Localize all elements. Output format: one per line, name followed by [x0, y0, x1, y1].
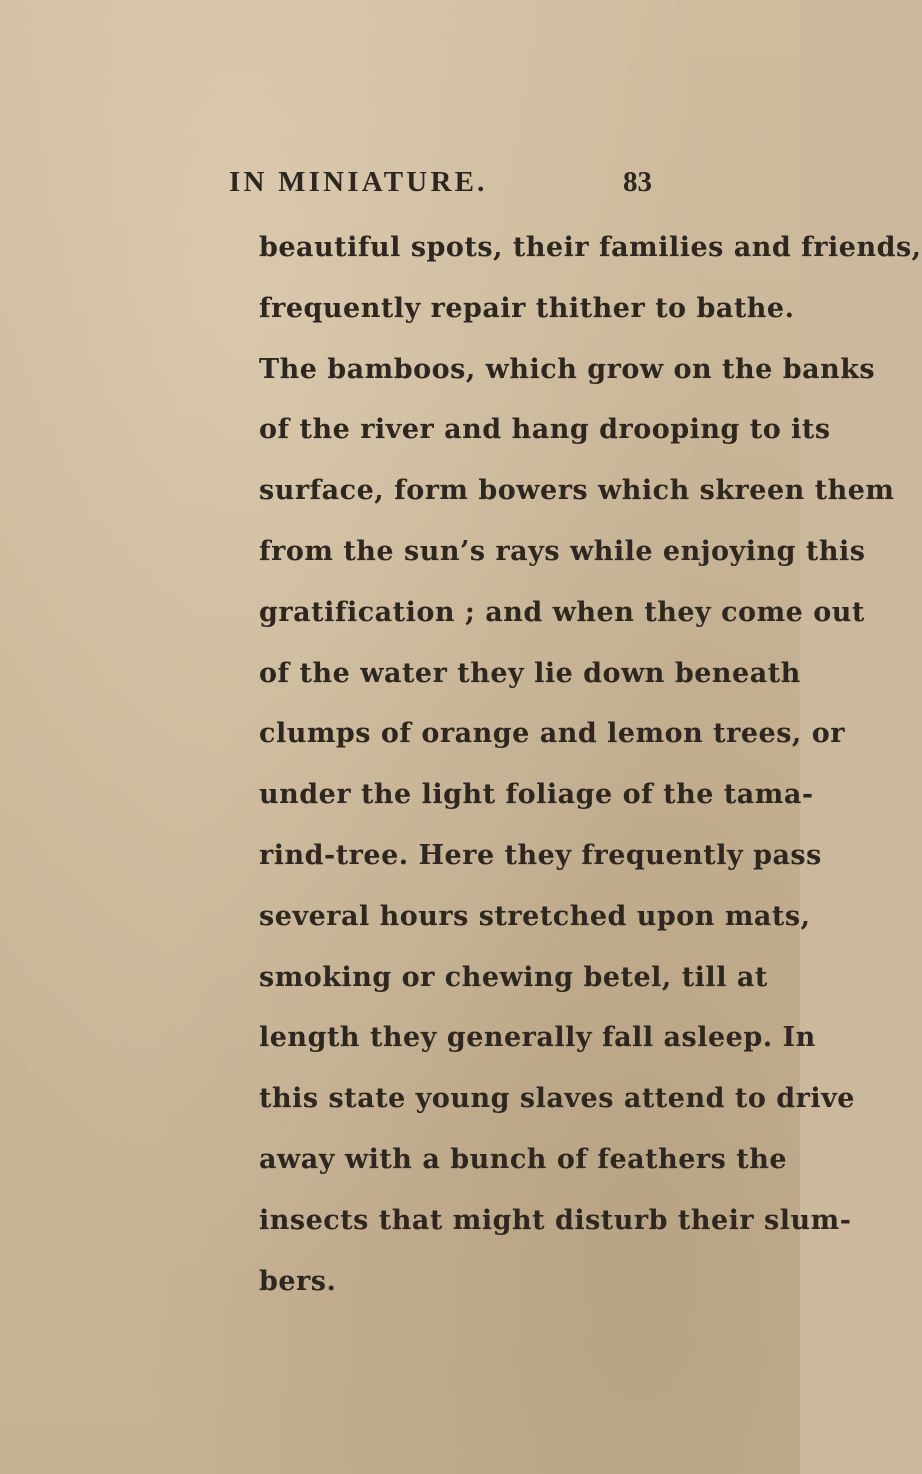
text-line: of the river and hang drooping to its	[259, 414, 831, 446]
text-line: clumps of orange and lemon trees, or	[259, 718, 845, 750]
text-line: rind-tree. Here they frequently pass	[259, 839, 822, 871]
text-line: beautiful spots, their families and friends,	[259, 232, 922, 263]
text-line: several hours stretched upon mats,	[259, 900, 811, 932]
text-line: gratification ; and when they come out	[259, 596, 865, 628]
text-line: of the water they lie down beneath	[259, 657, 801, 689]
text-line: length they generally fall asleep. In	[259, 1022, 816, 1054]
text-line: bers.	[259, 1265, 337, 1297]
page-number: 83	[623, 166, 652, 198]
text-line: away with a bunch of feathers the	[259, 1143, 788, 1175]
text-line: surface, form bowers which skreen them	[259, 475, 895, 507]
text-line: insects that might disturb their slum-	[259, 1204, 852, 1236]
text-line: smoking or chewing betel, till at	[259, 961, 768, 993]
body-paragraph	[259, 218, 922, 1312]
page-header	[0, 162, 800, 202]
text-line: from the sun’s rays while enjoying this	[259, 535, 866, 567]
text-line: under the light foliage of the tama-	[259, 779, 814, 811]
text-line: frequently repair thither to bathe.	[259, 292, 795, 324]
text-line: The bamboos, which grow on the banks	[259, 353, 876, 385]
text-line: this state young slaves attend to drive	[259, 1083, 855, 1115]
running-title: IN MINIATURE.	[229, 166, 488, 198]
